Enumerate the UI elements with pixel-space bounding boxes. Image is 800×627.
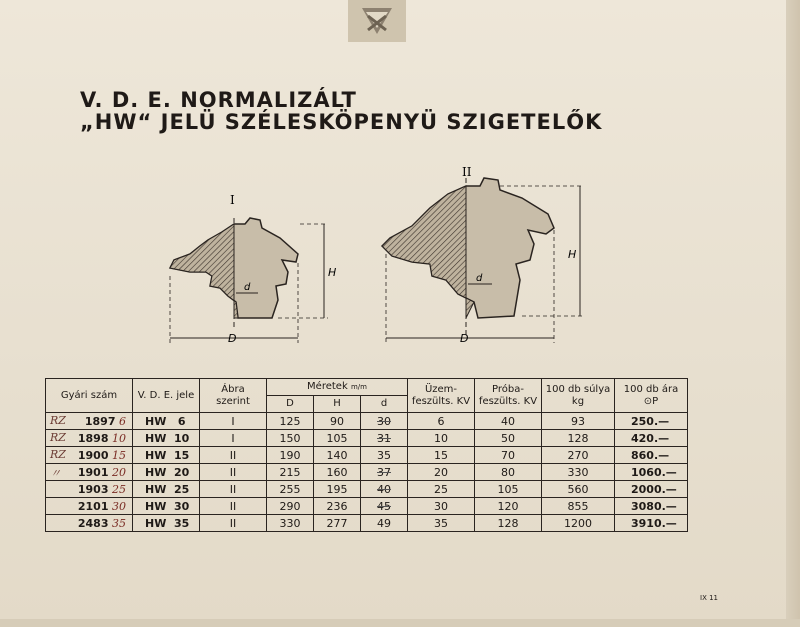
page-footer-code: IX 11: [700, 594, 718, 602]
cell-abra: II: [200, 447, 267, 464]
header-H: H: [314, 396, 361, 413]
cell-abra: II: [200, 498, 267, 515]
cell-vde: HW 25: [133, 481, 200, 498]
page-bottom-edge: [0, 619, 800, 627]
cell-ar: 3910.—: [615, 515, 688, 532]
cell-uzem: 25: [408, 481, 475, 498]
cell-abra: I: [200, 430, 267, 447]
cell-d: 45: [361, 498, 408, 515]
cell-proba: 50: [475, 430, 542, 447]
cell-D: 255: [267, 481, 314, 498]
cell-gyari-hand: 20: [112, 465, 126, 479]
cell-ar: 860.—: [615, 447, 688, 464]
figure-2-d-label: d: [476, 273, 483, 284]
cell-gyari: [46, 481, 133, 498]
cell-H: 236: [314, 498, 361, 515]
figure-1: [170, 193, 336, 345]
cell-uzem: 6: [408, 413, 475, 430]
header-ar: 100 db ára ⊙P: [615, 379, 688, 413]
cell-gyari-hand: 15: [112, 448, 126, 462]
cell-gyari: [46, 430, 133, 447]
cell-vde: HW 6: [133, 413, 200, 430]
cell-suly: 855: [542, 498, 615, 515]
cell-d: 31: [361, 430, 408, 447]
cell-suly: 93: [542, 413, 615, 430]
cell-gyari-num: 2483: [77, 516, 109, 530]
header-meretek-label: Méretek: [307, 381, 348, 392]
cell-D: 190: [267, 447, 314, 464]
cell-D: 215: [267, 464, 314, 481]
cell-H: 140: [314, 447, 361, 464]
cell-gyari-hand: 10: [112, 431, 126, 445]
cell-D: 150: [267, 430, 314, 447]
cell-gyari-num: 1903: [77, 482, 109, 496]
figure-1-h-label: H: [328, 266, 337, 279]
cell-D: 330: [267, 515, 314, 532]
cell-proba: 40: [475, 413, 542, 430]
table-row: [46, 430, 688, 447]
cell-gyari-num: 1897: [84, 414, 116, 428]
cell-D: 290: [267, 498, 314, 515]
cell-d: 40: [361, 481, 408, 498]
table-row: [46, 515, 688, 532]
cell-ar: 420.—: [615, 430, 688, 447]
cell-d: 49: [361, 515, 408, 532]
cell-proba: 120: [475, 498, 542, 515]
cell-d: 30: [361, 413, 408, 430]
cell-uzem: 35: [408, 515, 475, 532]
table-row: [46, 413, 688, 430]
cell-vde: HW 20: [133, 464, 200, 481]
cell-d: 37: [361, 464, 408, 481]
header-abra-szerint: Ábra szerint: [200, 379, 267, 413]
table-row: [46, 447, 688, 464]
cell-gyari-prefix: RZ: [50, 431, 66, 444]
table-header-row: [46, 379, 688, 396]
cell-suly: 330: [542, 464, 615, 481]
cell-proba: 70: [475, 447, 542, 464]
cell-proba: 80: [475, 464, 542, 481]
header-suly: 100 db súlya kg: [542, 379, 615, 413]
title-line-2: „HW“ JELÜ SZÉLESKÖPENYÜ SZIGETELŐK: [80, 110, 603, 134]
cell-gyari-num: 1901: [77, 465, 109, 479]
title-line-1: V. D. E. NORMALIZÁLT: [80, 88, 357, 112]
cell-gyari-prefix: 〃: [50, 467, 61, 480]
cell-gyari-hand: 25: [112, 482, 126, 496]
cell-H: 105: [314, 430, 361, 447]
cell-abra: I: [200, 413, 267, 430]
cell-gyari-num: 1900: [77, 448, 109, 462]
cell-vde: HW 30: [133, 498, 200, 515]
cell-proba: 105: [475, 481, 542, 498]
cell-gyari-num: 2101: [77, 499, 109, 513]
cell-gyari-hand: 6: [119, 414, 126, 428]
insulator-drawings: [150, 165, 577, 353]
cell-abra: II: [200, 515, 267, 532]
cell-gyari-prefix: RZ: [50, 414, 66, 427]
figure-1-D-label: D: [228, 332, 237, 345]
header-meretek-unit: m/m: [350, 383, 367, 391]
cell-H: 90: [314, 413, 361, 430]
figure-2: [382, 165, 584, 345]
insulator-spec-table: [45, 378, 688, 532]
cell-gyari: [46, 413, 133, 430]
cell-gyari: [46, 464, 133, 481]
cell-proba: 128: [475, 515, 542, 532]
cell-uzem: 30: [408, 498, 475, 515]
figure-1-d-label: d: [244, 282, 251, 293]
cell-vde: HW 10: [133, 430, 200, 447]
cell-d: 35: [361, 447, 408, 464]
cell-uzem: 10: [408, 430, 475, 447]
cell-suly: 270: [542, 447, 615, 464]
page-edge-shadow: [786, 0, 800, 627]
cell-ar: 2000.—: [615, 481, 688, 498]
cell-H: 277: [314, 515, 361, 532]
figure-2-roman: II: [462, 165, 472, 179]
cell-gyari-hand: 35: [112, 516, 126, 530]
table-row: [46, 481, 688, 498]
cell-suly: 560: [542, 481, 615, 498]
cell-vde: HW 15: [133, 447, 200, 464]
header-gyari-szam: Gyári szám: [46, 379, 133, 413]
cell-gyari: [46, 498, 133, 515]
cell-uzem: 15: [408, 447, 475, 464]
table-row: [46, 464, 688, 481]
header-proba-feszultseg: Próba- feszülts. KV: [475, 379, 542, 413]
cell-abra: II: [200, 464, 267, 481]
header-D: D: [267, 396, 314, 413]
header-meretek: [267, 379, 408, 396]
header-vde-jele: V. D. E. jele: [133, 379, 200, 413]
cell-gyari: [46, 447, 133, 464]
cell-ar: 3080.—: [615, 498, 688, 515]
cell-uzem: 20: [408, 464, 475, 481]
figure-2-D-label: D: [460, 332, 469, 345]
cell-abra: II: [200, 481, 267, 498]
cell-gyari-hand: 30: [112, 499, 126, 513]
cell-gyari: [46, 515, 133, 532]
header-d-small: d: [361, 396, 408, 413]
cell-gyari-prefix: RZ: [50, 448, 66, 461]
table-row: [46, 498, 688, 515]
cell-D: 125: [267, 413, 314, 430]
company-logo-icon: [348, 0, 406, 42]
cell-ar: 250.—: [615, 413, 688, 430]
figure-2-h-label: H: [568, 248, 577, 261]
cell-suly: 1200: [542, 515, 615, 532]
cell-gyari-num: 1898: [77, 431, 109, 445]
header-uzem-feszultseg: Üzem- feszülts. KV: [408, 379, 475, 413]
figure-1-roman: I: [230, 193, 235, 207]
cell-suly: 128: [542, 430, 615, 447]
cell-ar: 1060.—: [615, 464, 688, 481]
cell-vde: HW 35: [133, 515, 200, 532]
cell-H: 160: [314, 464, 361, 481]
cell-H: 195: [314, 481, 361, 498]
